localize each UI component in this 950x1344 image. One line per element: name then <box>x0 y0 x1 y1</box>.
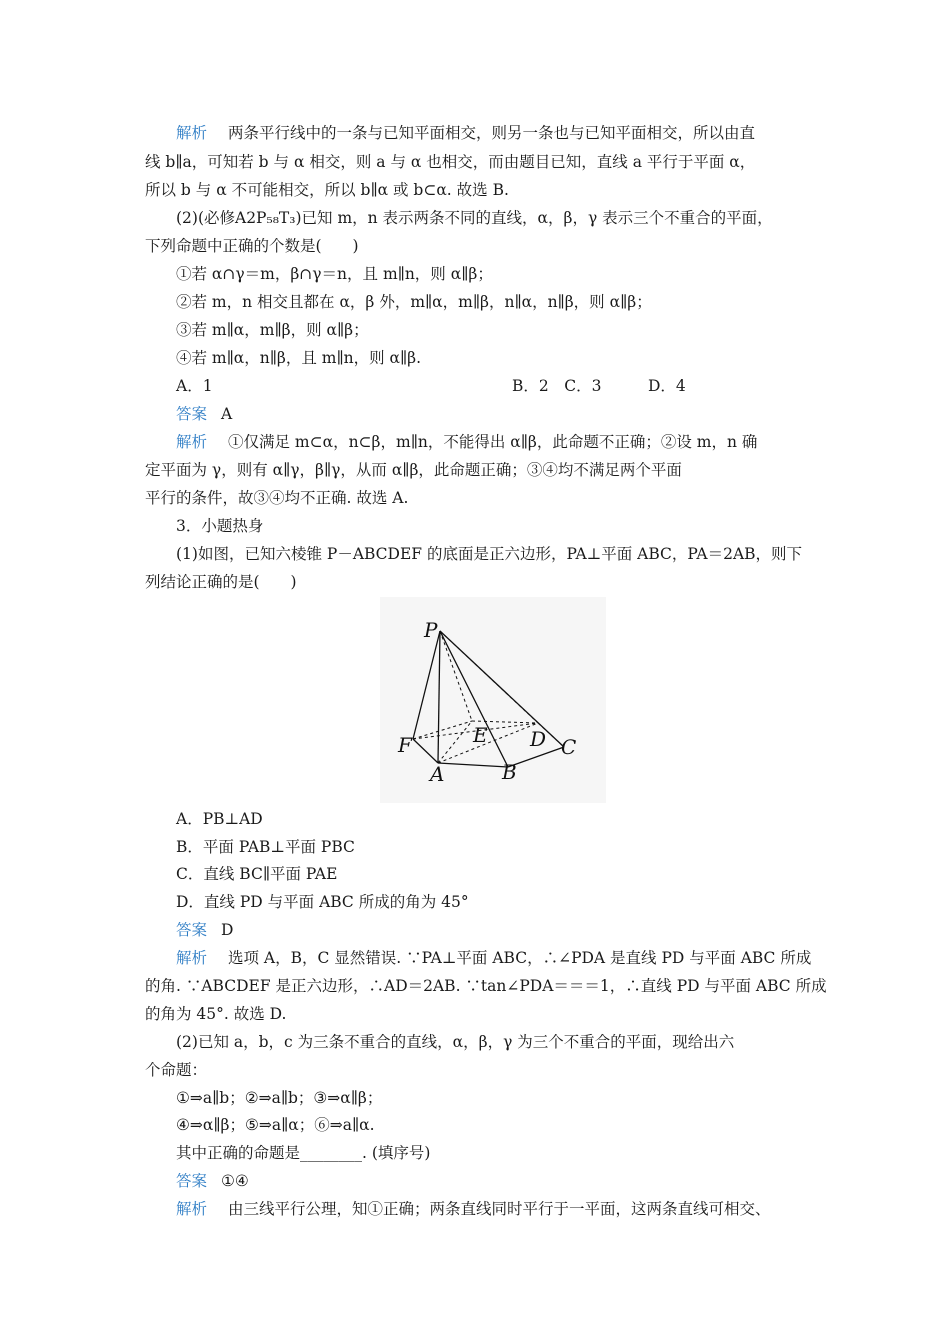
edge-fe <box>413 721 472 739</box>
explanation-line: 所以 b 与 α 不可能相交，所以 b∥α 或 b⊂α. 故选 B. <box>145 181 509 199</box>
proposition-row: ④⇒α∥β；⑤⇒a∥α；⑥⇒a∥α. <box>176 1116 375 1134</box>
explanation-line: ①仅满足 m⊂α，n⊂β，m∥n，不能得出 α∥β，此命题不正确；②设 m，n 确 <box>228 433 758 451</box>
edge-fa <box>413 739 438 763</box>
explanation-label: 解析 <box>176 124 208 142</box>
vertex-label-a: A <box>430 762 445 786</box>
edge-pf <box>413 631 440 739</box>
vertex-label-c: C <box>561 735 577 759</box>
vertex-label-f: F <box>398 733 412 757</box>
option-a: A．PB⊥AD <box>176 810 263 828</box>
question-stem: 下列命题中正确的个数是( ) <box>145 237 359 255</box>
answer-line: 答案 ①④ <box>176 1172 249 1190</box>
explanation-label: 解析 <box>176 949 208 967</box>
proposition-row: ①⇒a∥b；②⇒a∥b；③⇒α∥β； <box>176 1089 383 1107</box>
edge-pa <box>438 631 440 763</box>
question-stem: 个命题： <box>145 1061 208 1079</box>
question-stem: (2)已知 a，b，c 为三条不重合的直线，α，β，γ 为三个不重合的平面，现给出六 <box>176 1033 735 1051</box>
explanation-line: 的角. ∵ABCDEF 是正六边形，∴AD＝2AB. ∵tan∠PDA＝＝＝1，∴直线 PD 与平面 ABC 所成 <box>145 977 827 995</box>
vertex-label-d: D <box>530 727 547 751</box>
question-stem: (1)如图，已知六棱锥 P－ABCDEF 的底面是正六边形，PA⊥平面 ABC，PA＝2AB，则下 <box>176 545 803 563</box>
option-b: B．平面 PAB⊥平面 PBC <box>176 838 355 856</box>
edge-pe <box>440 631 472 721</box>
option-d: D．直线 PD 与平面 ABC 所成的角为 45° <box>176 893 469 911</box>
proposition-item: ④若 m∥α，n∥β，且 m∥n，则 α∥β. <box>176 349 422 367</box>
proposition-item: ②若 m，n 相交且都在 α，β 外，m∥α，m∥β，n∥α，n∥β，则 α∥β； <box>176 293 652 311</box>
vertex-label-p: P <box>424 618 438 642</box>
edge-ad <box>438 723 538 763</box>
proposition-item: ①若 α∩γ＝m，β∩γ＝n，且 m∥n，则 α∥β； <box>176 265 493 283</box>
option-a: A．1 <box>176 377 213 395</box>
fill-in-prompt: 其中正确的命题是________. (填序号) <box>176 1144 431 1162</box>
explanation-line: 平行的条件，故③④均不正确. 故选 A. <box>145 489 409 507</box>
answer-line: 答案 A <box>176 405 233 423</box>
options-bcd: B．2 C．3 D．4 <box>512 377 686 395</box>
explanation-line: 的角为 45°. 故选 D. <box>145 1005 287 1023</box>
option-c: C．直线 BC∥平面 PAE <box>176 865 338 883</box>
question-stem: (2)(必修A2P₅₈T₃)已知 m，n 表示两条不同的直线，α，β，γ 表示三个不重合的平面， <box>176 209 773 227</box>
proposition-item: ③若 m∥α，m∥β，则 α∥β； <box>176 321 369 339</box>
explanation-line: 由三线平行公理，知①正确；两条直线同时平行于一平面，这两条直线可相交、 <box>228 1200 771 1218</box>
edge-ab <box>438 763 508 767</box>
answer-line: 答案 D <box>176 921 234 939</box>
pyramid-figure <box>380 597 606 803</box>
explanation-line: 定平面为 γ，则有 α∥γ，β∥γ，从而 α∥β，此命题正确；③④均不满足两个平面 <box>145 461 682 479</box>
question-stem: 列结论正确的是( ) <box>145 573 297 591</box>
explanation-line: 选项 A，B，C 显然错误. ∵PA⊥平面 ABC，∴∠PDA 是直线 PD 与平面 ABC 所成 <box>228 949 812 967</box>
vertex-label-b: B <box>502 760 517 784</box>
edge-pd <box>440 631 538 723</box>
explanation-label: 解析 <box>176 433 208 451</box>
section-title: 3．小题热身 <box>176 517 264 535</box>
vertex-label-e: E <box>473 723 488 747</box>
explanation-line: 线 b∥a，可知若 b 与 α 相交，则 a 与 α 也相交，而由题目已知，直线 a 平行于平面 α， <box>145 153 756 171</box>
explanation-label: 解析 <box>176 1200 208 1218</box>
explanation-line: 两条平行线中的一条与已知平面相交，则另一条也与已知平面相交，所以由直 <box>228 124 756 142</box>
